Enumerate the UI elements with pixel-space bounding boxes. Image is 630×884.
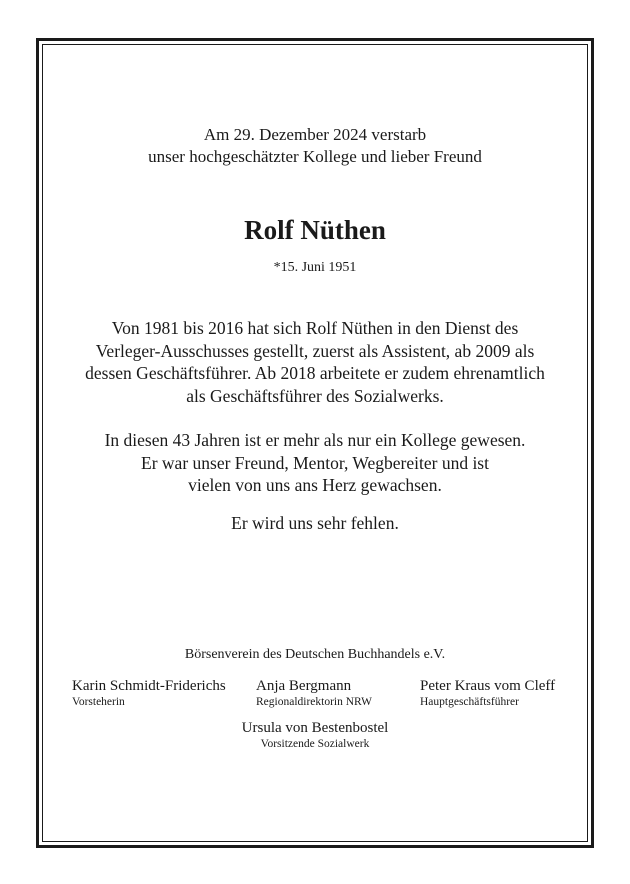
signatory-role: Hauptgeschäftsführer [420,696,519,708]
tribute-paragraph-2 [0,429,630,497]
signatory-name: Anja Bergmann [256,678,352,694]
tribute-paragraph-1 [0,317,630,407]
signatory-2 [256,677,372,710]
signatory-name: Karin Schmidt-Friderichs [72,678,226,694]
signatory-role: Vorsteherin [72,696,125,708]
signatory-1 [72,677,226,710]
paragraph-line: Verleger-Ausschusses gestellt, zuerst als Assistent, ab 2009 als [95,340,535,361]
signatory-3 [420,677,555,710]
birth-date: *15. Juni 1951 [273,260,357,275]
intro-line-2: unser hochgeschätzter Kollege und lieber Freund [148,147,482,166]
intro-line-1: Am 29. Dezember 2024 verstarb [203,125,427,144]
paragraph-line: In diesen 43 Jahren ist er mehr als nur ein Kollege gewesen. [104,430,526,450]
closing-line: Er wird uns sehr fehlen. [231,513,399,533]
paragraph-line: vielen von uns ans Herz gewachsen. [188,475,442,495]
intro-text [0,124,630,168]
deceased-name: Rolf Nüthen [244,215,386,245]
paragraph-line: als Geschäftsführer des Sozialwerks. [186,385,444,406]
paragraph-line: Er war unser Freund, Mentor, Wegbereiter und ist [141,452,489,473]
signatory-role: Vorsitzende Sozialwerk [260,738,370,750]
paragraph-line: dessen Geschäftsführer. Ab 2018 arbeitete er zudem ehrenamtlich [85,363,545,383]
paragraph-line: Von 1981 bis 2016 hat sich Rolf Nüthen in den Dienst des [111,318,519,338]
organization-name: Börsenverein des Deutschen Buchhandels e.V. [184,647,446,662]
signatory-name: Peter Kraus vom Cleff [420,678,556,694]
signatory-4 [0,719,630,752]
signatory-name: Ursula von Bestenbostel [241,720,389,736]
signatory-role: Regionaldirektorin NRW [256,696,372,708]
